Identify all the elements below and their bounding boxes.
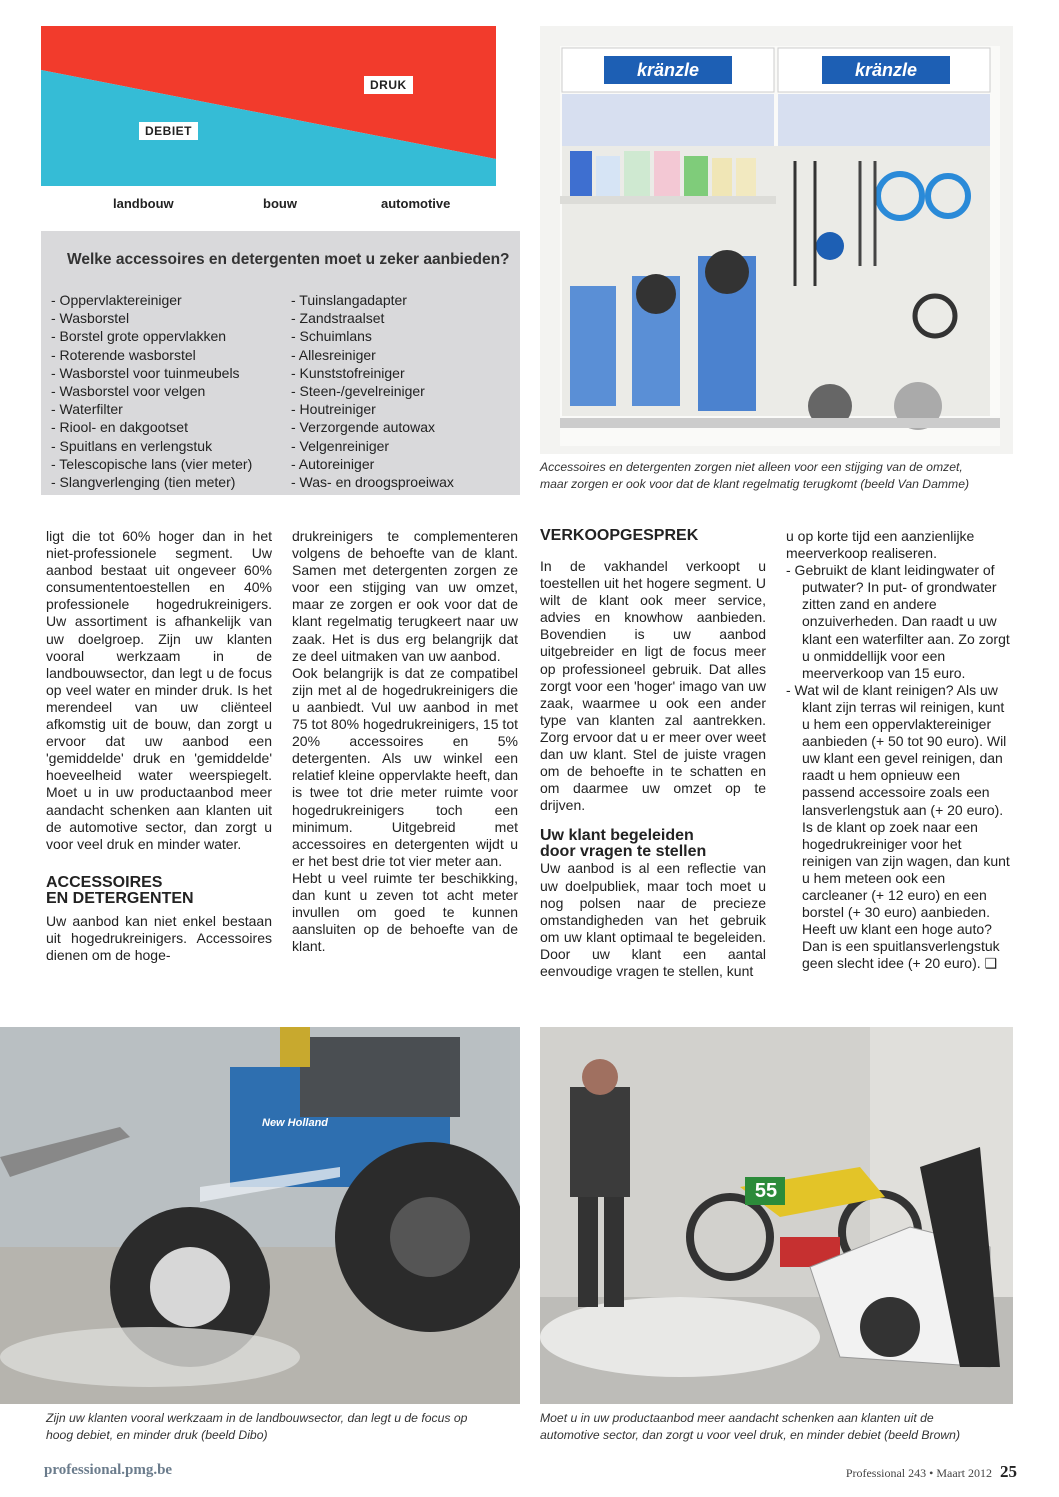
tractor-illustration bbox=[0, 1027, 520, 1404]
accessory-item: - Velgenreiniger bbox=[291, 437, 390, 454]
accessory-item: - Kunststofreiniger bbox=[291, 364, 405, 381]
accessory-item: - Wasborstel voor tuinmeubels bbox=[51, 364, 240, 381]
motocross-photo-caption bbox=[540, 1410, 1020, 1444]
x-label-bouw: bouw bbox=[263, 196, 297, 211]
accessory-item: - Autoreiniger bbox=[291, 455, 375, 472]
accessory-item: - Slangverlenging (tien meter) bbox=[51, 474, 236, 491]
store-display-illustration bbox=[540, 26, 1013, 454]
druk-label: DRUK bbox=[364, 76, 413, 94]
caption-line: automotive sector, dan zorgt u voor veel druk, en minder debiet (beeld Brown) bbox=[540, 1428, 961, 1442]
accessories-list-left bbox=[51, 291, 252, 491]
issue-info: Professional 243 • Maart 2012 bbox=[845, 1466, 992, 1480]
store-display-photo bbox=[540, 26, 1013, 454]
paragraph: drukreinigers te complementeren volgens de behoefte van de klant. Samen met detergenten zorgen ze voor een stijging van uw omzet, maar ze zorgen er ook voor dat de klant regelmatig terugkeert naar uw zaak. Het is dus erg belangrijk dat ze deel uitmaken van uw aanbod. bbox=[292, 528, 518, 664]
accessory-item: - Waterfilter bbox=[51, 401, 123, 418]
accessory-item: - Zandstraalset bbox=[291, 310, 385, 327]
footer-issue bbox=[846, 1462, 1017, 1482]
subsection-heading: Uw klant begeleiden bbox=[540, 827, 694, 845]
paragraph: Hebt u veel ruimte ter beschikking, dan kunt u zeven tot acht meter invullen om goed te kunnen aansluiten op de behoefte van de klant. bbox=[292, 869, 518, 955]
accessory-item: - Schuimlans bbox=[291, 328, 372, 345]
tractor-photo bbox=[0, 1027, 520, 1404]
paragraph: u op korte tijd een aanzienlijke meerverkoop realiseren. bbox=[786, 528, 975, 562]
store-photo-caption bbox=[540, 459, 1020, 493]
caption-line: Zijn uw klanten vooral werkzaam in de landbouwsector, dan legt u de focus op bbox=[46, 1411, 468, 1425]
article-column-3 bbox=[540, 528, 766, 980]
article-column-4 bbox=[786, 528, 1010, 972]
accessory-item: - Riool- en dakgootset bbox=[51, 419, 188, 436]
accessory-item: - Borstel grote oppervlakken bbox=[51, 328, 227, 345]
footer-site: professional.pmg.be bbox=[44, 1462, 173, 1478]
paragraph: In de vakhandel verkoopt u toestellen uit het hogere segment. U wilt de klant ook meer service, advies en knowhow aanbieden. Bovendien is uw aanbod uitgebreider en ligt de focus meer op professioneel gebruik. Dat alles zorgt voor een 'hoger' imago van uw zaak, waarmee u ook een ander type van klanten zal aantrekken. Zorg ervoor dat u er meer over weet dan uw klant. Stel de juiste vragen om de behoefte in te schatten en om daarmee uw omzet op te drijven. bbox=[540, 558, 766, 814]
x-label-landbouw: landbouw bbox=[113, 196, 174, 211]
accessory-item: - Roterende wasborstel bbox=[51, 346, 196, 363]
caption-line: Accessoires en detergenten zorgen niet alleen voor een stijging van de omzet, bbox=[540, 460, 963, 474]
debiet-label: DEBIET bbox=[139, 122, 198, 140]
accessory-item: - Oppervlaktereiniger bbox=[51, 292, 182, 308]
section-heading: EN DETERGENTEN bbox=[46, 889, 194, 907]
brand-sign-right: kränzle bbox=[854, 60, 918, 80]
tractor-brand-text: New Holland bbox=[262, 1117, 329, 1129]
accessory-item: - Tuinslangadapter bbox=[291, 292, 407, 308]
caption-line: maar zorgen er ook voor dat de klant regelmatig terugkomt (beeld Van Damme) bbox=[540, 477, 970, 491]
caption-line: hoog debiet, en minder druk (beeld Dibo) bbox=[46, 1428, 268, 1442]
accessory-item: - Wasborstel bbox=[51, 310, 130, 327]
motocross-illustration bbox=[540, 1027, 1013, 1404]
tractor-photo-caption bbox=[46, 1410, 516, 1444]
paragraph: Ook belangrijk is dat ze compatibel zijn met al de hogedrukreinigers die u aanbiedt. Vul uw aanbod in met 75 tot 80% hogedrukreinigers, 15 tot 20% accessoires en 5% detergenten. Als uw winkel een relatief kleine oppervlakte heeft, dan is twee tot drie meter ruimte voor hogedrukreinigers toch een minimum. Uitgebreid met accessoires en detergenten wijdt u er het best drie tot vier meter aan. bbox=[292, 664, 518, 869]
accessory-item: - Telescopische lans (vier meter) bbox=[51, 455, 253, 472]
paragraph: Uw aanbod is al een reflectie van uw doelpubliek, maar toch moet u nog polsen naar de precieze omstandigheden van het gebruik om uw klant optimaal te begeleiden. Door uw klant een aantal eenvoudige vragen te stellen, kunt bbox=[540, 860, 766, 979]
article-column-1 bbox=[46, 528, 272, 964]
bullet-item: - Wat wil de klant reinigen? Als uw klant zijn terras wil reinigen, kunt u hem een oppervlaktereiniger aanbieden (+ 50 tot 90 euro). Wil uw klant een gevel reinigen, dan raadt u hem opnieuw een passend accessoire zoals een lansverlengstuk aan (+ 20 euro). Is de klant op zoek naar een hogedrukreiniger voor het reinigen van zijn wagen, dan kunt u hem meteen ook een carcleaner (+ 12 euro) en een borstel (+ 30 euro) aanbieden. Heeft uw klant een hoge auto? Dan is een spuitlansverlengstuk geen slecht idee (+ 20 euro). ❑ bbox=[786, 681, 1010, 972]
brand-sign-left: kränzle bbox=[636, 60, 700, 80]
accessory-item: - Was- en droogsproeiwax bbox=[291, 474, 454, 491]
bullet-item: - Gebruikt de klant leidingwater of putwater? In put- of grondwater zitten zand en andere onzuiverheden. Dan raadt u uw klant een waterfilter aan. Zo zorgt u onmiddellijk voor een meerverkoop van 15 euro. bbox=[786, 562, 1010, 681]
race-number: 55 bbox=[754, 1180, 778, 1202]
accessories-title: Welke accessoires en detergenten moet u zeker aanbieden? bbox=[67, 251, 510, 268]
section-heading: VERKOOPGESPREK bbox=[540, 527, 699, 544]
accessory-item: - Houtreiniger bbox=[291, 401, 376, 418]
motocross-photo bbox=[540, 1027, 1013, 1404]
subsection-heading: door vragen te stellen bbox=[540, 843, 707, 861]
accessory-item: - Steen-/gevelreiniger bbox=[291, 383, 425, 400]
paragraph: ligt die tot 60% hoger dan in het niet-professionele segment. Uw aanbod bestaat uit ongeveer 60% consumententoestellen en 40% professionele hogedrukreinigers. Uw assortiment is afhankelijk van uw doelgroep. Zijn uw klanten vooral werkzaam in de landbouwsector, dan legt u de focus op veel water en minder druk. Is het merendeel van uw cliënteel afkomstig uit de bouw, dan zorgt u ervoor dat uw aanbod een 'gemiddelde' druk en 'gemiddelde' hoeveelheid water weerspiegelt. Moet u in uw productaanbod meer aandacht schenken aan klanten uit de automotive sector, dan zorgt u voor veel druk en minder water. bbox=[46, 528, 272, 852]
caption-line: Moet u in uw productaanbod meer aandacht schenken aan klanten uit de bbox=[540, 1411, 934, 1425]
accessories-list-right bbox=[291, 291, 454, 491]
accessory-item: - Spuitlans en verlengstuk bbox=[51, 437, 213, 454]
pressure-flow-chart bbox=[41, 26, 520, 230]
x-label-automotive: automotive bbox=[381, 196, 451, 211]
section-heading: ACCESSOIRES bbox=[46, 873, 163, 891]
page-number: 25 bbox=[1000, 1462, 1017, 1481]
accessory-item: - Verzorgende autowax bbox=[291, 419, 435, 436]
paragraph: Uw aanbod kan niet enkel bestaan uit hogedrukreinigers. Accessoires dienen om de hoge- bbox=[46, 912, 272, 963]
accessory-item: - Allesreiniger bbox=[291, 346, 376, 363]
article-column-2 bbox=[292, 528, 518, 955]
accessories-box bbox=[41, 231, 520, 495]
accessory-item: - Wasborstel voor velgen bbox=[51, 383, 206, 400]
